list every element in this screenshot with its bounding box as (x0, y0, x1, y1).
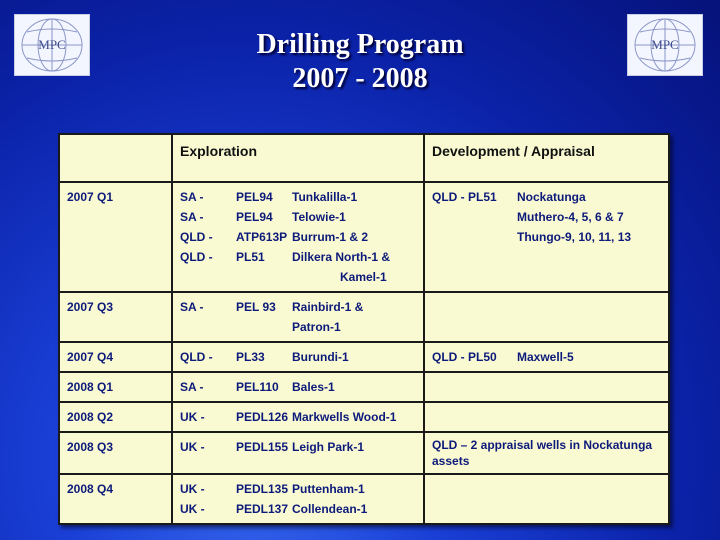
licence-label (432, 207, 517, 227)
period-cell: 2007 Q1 (59, 182, 172, 292)
wells-label: Rainbird-1 & (292, 300, 364, 314)
development-line (432, 227, 662, 247)
slide-title (0, 28, 720, 96)
exploration-line (180, 207, 417, 227)
wells-label: Puttenham-1 (292, 482, 365, 496)
development-cell (424, 182, 669, 292)
exploration-cell (172, 182, 424, 292)
wells-label: Leigh Park-1 (292, 440, 365, 454)
logo-text: MPC (38, 37, 66, 52)
licence-label: PEL 93 (236, 300, 276, 314)
licence-label: PEL94 (236, 190, 273, 204)
exploration-line (180, 437, 417, 457)
period-cell: 2008 Q4 (59, 474, 172, 524)
wells-label: Telowie-1 (292, 210, 346, 224)
state-label: SA - (180, 380, 204, 394)
licence-label: PL51 (236, 250, 265, 264)
state-label: UK - (180, 410, 205, 424)
exploration-line (180, 347, 417, 367)
exploration-line (180, 479, 417, 499)
wells-label: Burrum-1 & 2 (292, 230, 369, 244)
exploration-cell (172, 474, 424, 524)
header-row (59, 134, 669, 182)
state-label: SA - (180, 190, 204, 204)
title-line-2: 2007 - 2008 (292, 63, 428, 94)
development-cell (424, 474, 669, 524)
licence-label: ATP613P (236, 230, 288, 244)
development-cell (424, 402, 669, 432)
drilling-program-table (58, 133, 670, 525)
title-line-1: Drilling Program (256, 29, 464, 60)
development-cell (424, 432, 669, 474)
exploration-line (180, 499, 417, 519)
exploration-line (180, 227, 417, 247)
wells-continuation: Patron-1 (292, 320, 341, 334)
licence-label: QLD - PL51 (432, 190, 497, 204)
wells-continuation: Kamel-1 (340, 270, 387, 284)
table-row (59, 474, 669, 524)
wells-label: Burundi-1 (292, 350, 349, 364)
wells-label: Collendean-1 (292, 502, 368, 516)
wells-label: Tunkalilla-1 (292, 190, 358, 204)
exploration-cell (172, 292, 424, 342)
period-cell: 2007 Q4 (59, 342, 172, 372)
wells-label: Maxwell-5 (517, 350, 574, 364)
exploration-line (180, 407, 417, 427)
exploration-line (180, 247, 417, 267)
header-period (59, 134, 172, 182)
wells-label: Bales-1 (292, 380, 335, 394)
licence-label: PEL110 (236, 380, 279, 394)
development-cell (424, 342, 669, 372)
development-line (432, 207, 662, 227)
wells-label: Muthero-4, 5, 6 & 7 (517, 210, 624, 224)
exploration-line (180, 187, 417, 207)
licence-label: PEDL137 (236, 502, 289, 516)
table-row (59, 432, 669, 474)
development-line (432, 347, 662, 367)
table-row (59, 372, 669, 402)
state-label: QLD - (180, 230, 213, 244)
header-exploration: Exploration (172, 134, 424, 182)
licence-label: PL33 (236, 350, 265, 364)
period-cell: 2008 Q2 (59, 402, 172, 432)
period-cell: 2007 Q3 (59, 292, 172, 342)
development-cell (424, 292, 669, 342)
exploration-cell (172, 372, 424, 402)
development-text: QLD – 2 appraisal wells in Nockatunga assets (432, 438, 653, 468)
wells-label: Nockatunga (517, 190, 586, 204)
licence-label (432, 227, 517, 247)
state-label: QLD - (180, 250, 213, 264)
exploration-line (180, 377, 417, 397)
wells-label: Markwells Wood-1 (292, 410, 397, 424)
table-row (59, 402, 669, 432)
licence-label: PEDL135 (236, 482, 289, 496)
state-label: UK - (180, 440, 205, 454)
period-cell: 2008 Q1 (59, 372, 172, 402)
period-cell: 2008 Q3 (59, 432, 172, 474)
exploration-cell (172, 432, 424, 474)
state-label: SA - (180, 300, 204, 314)
exploration-cell (172, 402, 424, 432)
table-row (59, 342, 669, 372)
logo-text: MPC (651, 37, 679, 52)
state-label: QLD - (180, 350, 213, 364)
state-label: UK - (180, 502, 205, 516)
licence-label: PEDL126 (236, 410, 289, 424)
state-label: UK - (180, 482, 205, 496)
wells-label: Dilkera North-1 & (292, 250, 391, 264)
licence-label: PEL94 (236, 210, 273, 224)
table-row (59, 182, 669, 292)
licence-label: QLD - PL50 (432, 350, 497, 364)
licence-label: PEDL155 (236, 440, 289, 454)
table-row (59, 292, 669, 342)
state-label: SA - (180, 210, 204, 224)
header-development: Development / Appraisal (424, 134, 669, 182)
exploration-cell (172, 342, 424, 372)
development-cell (424, 372, 669, 402)
wells-label: Thungo-9, 10, 11, 13 (517, 230, 632, 244)
development-line (432, 187, 662, 207)
exploration-line (180, 297, 417, 317)
